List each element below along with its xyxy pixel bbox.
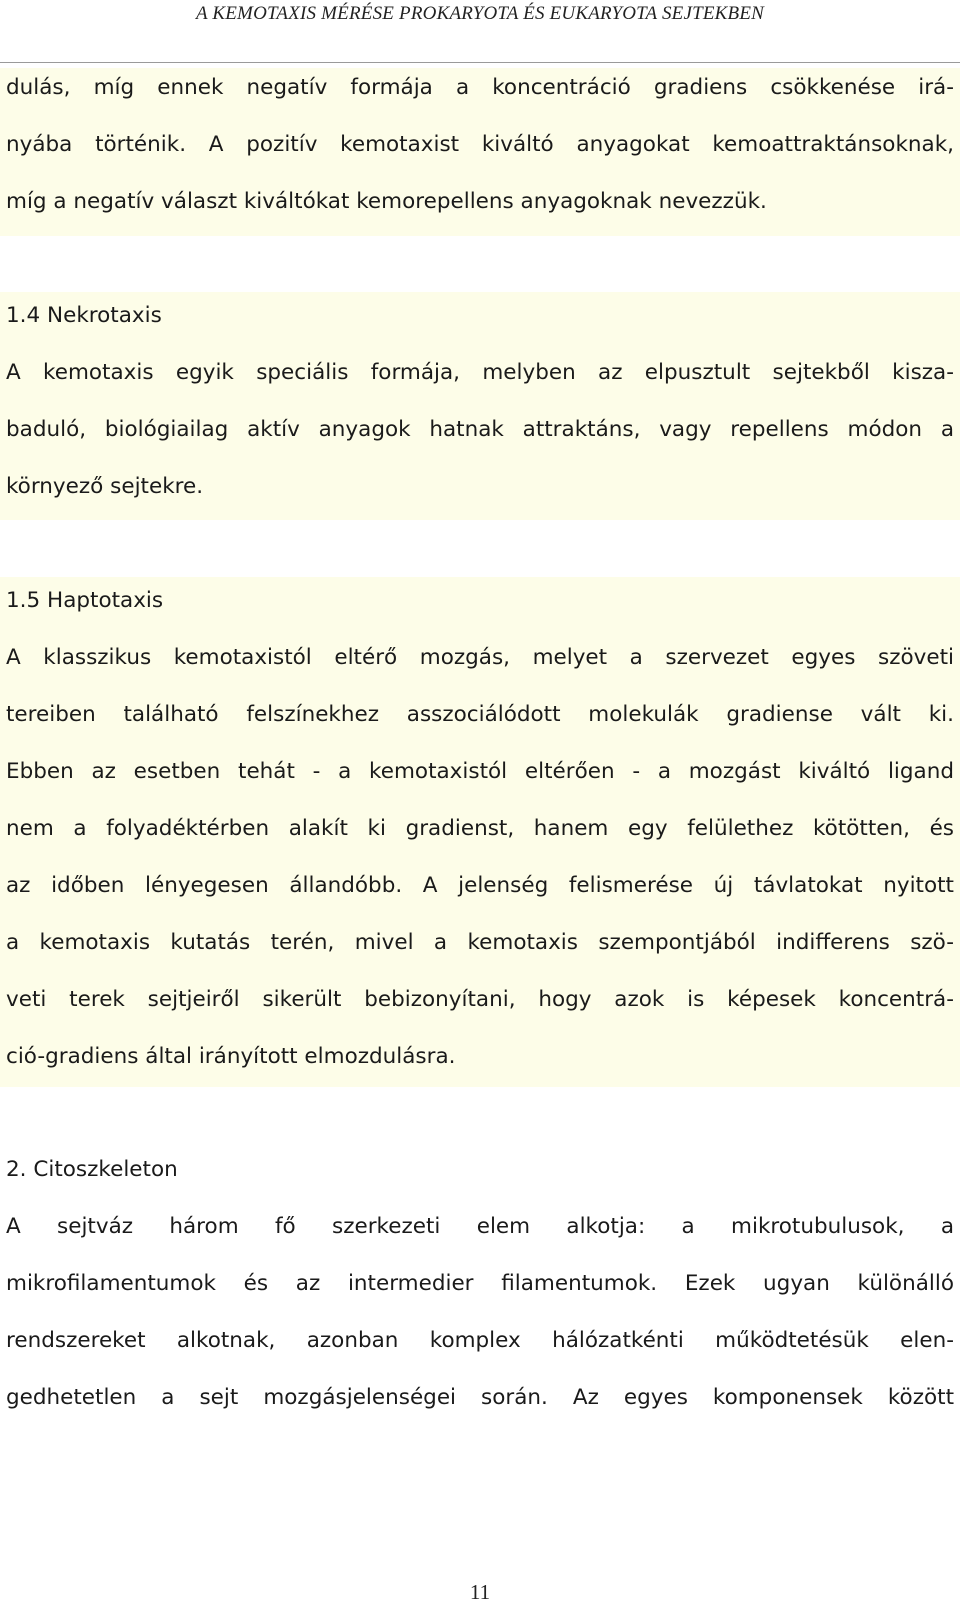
- section-heading: 1.5 Haptotaxis: [6, 588, 164, 613]
- section-haptotaxis: [0, 577, 960, 1087]
- text-line: dulás, míg ennek negatív formája a koncentráció gradiens csökkenése irá-: [6, 75, 954, 100]
- intro-paragraph: [0, 68, 960, 236]
- text-line: A klasszikus kemotaxistól eltérő mozgás, melyet a szervezet egyes szöveti: [6, 645, 954, 670]
- text-line: A sejtváz három fő szerkezeti elem alkotja: a mikrotubulusok, a: [6, 1214, 954, 1239]
- text-line: gedhetetlen a sejt mozgásjelenségei során. Az egyes komponensek között: [6, 1385, 954, 1410]
- text-line: Ebben az esetben tehát - a kemotaxistól eltérően - a mozgást kiváltó ligand: [6, 759, 954, 784]
- text-line: az időben lényegesen állandóbb. A jelenség felismerése új távlatokat nyitott: [6, 873, 954, 898]
- text-line: veti terek sejtjeiről sikerült bebizonyítani, hogy azok is képesek koncentrá-: [6, 987, 954, 1012]
- text-line: nyába történik. A pozitív kemotaxist kiváltó anyagokat kemoattraktánsoknak,: [6, 132, 954, 157]
- text-line: baduló, biológiailag aktív anyagok hatnak attraktáns, vagy repellens módon a: [6, 417, 954, 442]
- text-line: A kemotaxis egyik speciális formája, melyben az elpusztult sejtekből kisza-: [6, 360, 954, 385]
- section-heading: 1.4 Nekrotaxis: [6, 303, 162, 328]
- text-line: nem a folyadéktérben alakít ki gradienst, hanem egy felülethez kötötten, és: [6, 816, 954, 841]
- text-line: környező sejtekre.: [6, 474, 204, 499]
- text-line: a kemotaxis kutatás terén, mivel a kemotaxis szempontjából indifferens szö-: [6, 930, 954, 955]
- text-line: míg a negatív választ kiváltókat kemorepellens anyagoknak nevezzük.: [6, 189, 767, 214]
- text-line: rendszereket alkotnak, azonban komplex hálózatkénti működtetésük elen-: [6, 1328, 954, 1353]
- text-line: ció-gradiens által irányított elmozdulásra.: [6, 1044, 456, 1069]
- text-line: mikrofilamentumok és az intermedier filamentumok. Ezek ugyan különálló: [6, 1271, 954, 1296]
- page-number: 11: [469, 1580, 491, 1604]
- header-divider: [0, 62, 960, 63]
- running-header-title: A KEMOTAXIS MÉRÉSE PROKARYOTA ÉS EUKARYOTA SEJTEKBEN: [195, 3, 765, 24]
- running-header: [0, 0, 960, 32]
- section-nekrotaxis: [0, 292, 960, 520]
- text-line: tereiben található felszínekhez asszociálódott molekulák gradiense vált ki.: [6, 702, 954, 727]
- section-heading-citoszkeleton: 2. Citoszkeleton: [6, 1157, 178, 1182]
